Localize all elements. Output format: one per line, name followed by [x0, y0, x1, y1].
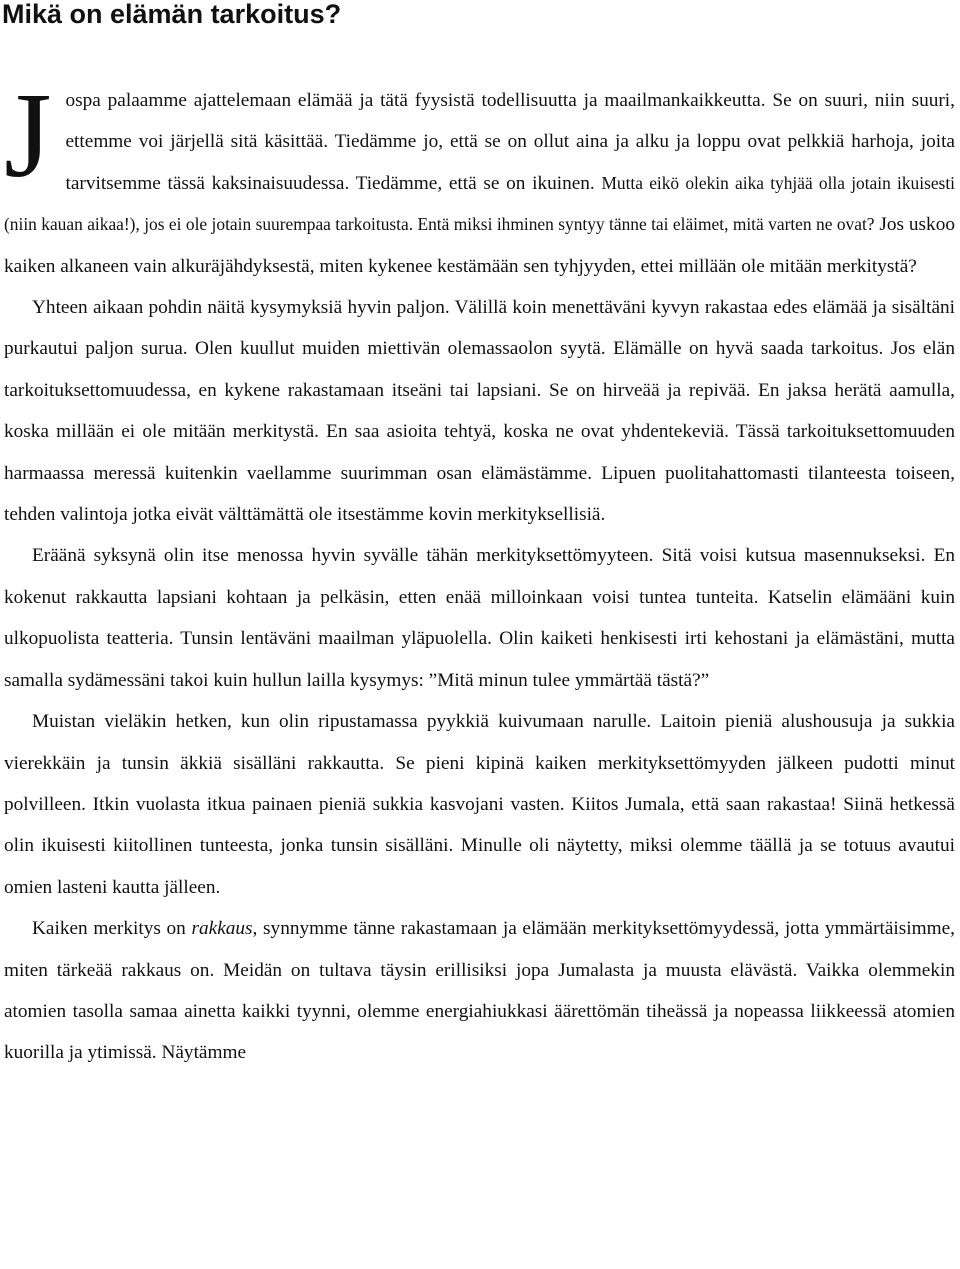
page-title: Mikä on elämän tarkoitus?	[2, 0, 342, 29]
paragraph-5-part-1: Kaiken merkitys on	[32, 918, 192, 940]
paragraph-5	[4, 908, 955, 1074]
paragraph-1-part-2: Mutta eikö olekin aika tyhjää olla jotain ikuisesti (niin kauan aikaa!), jos ei ole jotain suurempaa tarkoitusta. Entä miksi ihminen syntyy tänne tai eläimet, mitä varten ne ovat?	[4, 172, 955, 235]
paragraph-5-part-2: , synnymme tänne rakastamaan ja elämään merkityksettömyydessä, jotta ymmärtäisimme, miten tärkeää rakkaus on. Meidän on tultava täysin erillisiksi jopa Jumalasta ja muusta elävästä. Vaikka olemmekin atomien tasolla samaa ainetta kaikki tyynni, olemme energiahiukkasi äärettömän tiheässä ja nopeassa liikkeessä atomien kuorilla ja ytimissä. Näytämme	[4, 918, 955, 1064]
article-body	[4, 68, 955, 1074]
emphasis-rakkaus: rakkaus	[191, 918, 253, 940]
paragraph-1	[4, 68, 955, 287]
paragraph-2: Yhteen aikaan pohdin näitä kysymyksiä hyvin paljon. Välillä koin menettäväni kyvyn rakastaa edes elämää ja sisältäni purkautui paljon surua. Olen kuullut muiden miettivän olemassaolon syytä. Elämälle on hyvä saada tarkoitus. Jos elän tarkoituksettomuudessa, en kykene rakastamaan itseäni tai lapsiani. Se on hirveää ja repivää. En jaksa herätä aamulla, koska millään ei ole mitään merkitystä. En saa asioita tehtyä, koska ne ovat yhdentekeviä. Tässä tarkoituksettomuuden harmaassa meressä kuitenkin vaellamme suurimman osan elämästämme. Lipuen puolitahattomasti tilanteesta toiseen, tehden valintoja jotka eivät välttämättä ole itsestämme kovin merkityksellisiä.	[4, 297, 955, 526]
paragraph-1-part-3: Jos uskoo kaiken alkaneen vain alkuräjähdyksestä, miten kykenee kestämään sen tyhjyyden, ettei millään ole mitään merkitystä?	[4, 214, 955, 277]
drop-cap: J	[4, 68, 52, 203]
paragraph-4: Muistan vieläkin hetken, kun olin ripustamassa pyykkiä kuivumaan narulle. Laitoin pieniä alushousuja ja sukkia vierekkäin ja tunsin äkkiä sisälläni rakkautta. Se pieni kipinä kaiken merkityksettömyyden jälkeen pudotti minut polvilleen. Itkin vuolasta itkua painaen pieniä sukkia kasvojani vasten. Kiitos Jumala, että saan rakastaa! Siinä hetkessä olin ikuisesti kiitollinen tunteesta, jonka tunsin sisälläni. Minulle oli näytetty, miksi olemme täällä ja se totuus avautui omien lasteni kautta jälleen.	[4, 711, 955, 898]
paragraph-3: Eräänä syksynä olin itse menossa hyvin syvälle tähän merkityksettömyyteen. Sitä voisi kutsua masennukseksi. En kokenut rakkautta lapsiani kohtaan ja pelkäsin, etten enää milloinkaan voisi tuntea tunteita. Katselin elämääni kuin ulkopuolista teatteria. Tunsin lentäväni maailman yläpuolella. Olin kaiketi henkisesti irti kehostani ja elämästäni, mutta samalla sydämessäni takoi kuin hullun lailla kysymys: ”Mitä minun tulee ymmärtää tästä?”	[4, 545, 955, 691]
paragraph-1-part-1: ospa palaamme ajattelemaan elämää ja tätä fyysistä todellisuutta ja maailmankaikkeutta. Se on suuri, niin suuri, ettemme voi järjellä sitä käsittää. Tiedämme jo, että se on ollut aina ja alku ja loppu ovat pelkkiä harhoja, joita tarvitsemme tässä kaksinaisuudessa. Tiedämme, että se on ikuinen.	[65, 90, 955, 194]
